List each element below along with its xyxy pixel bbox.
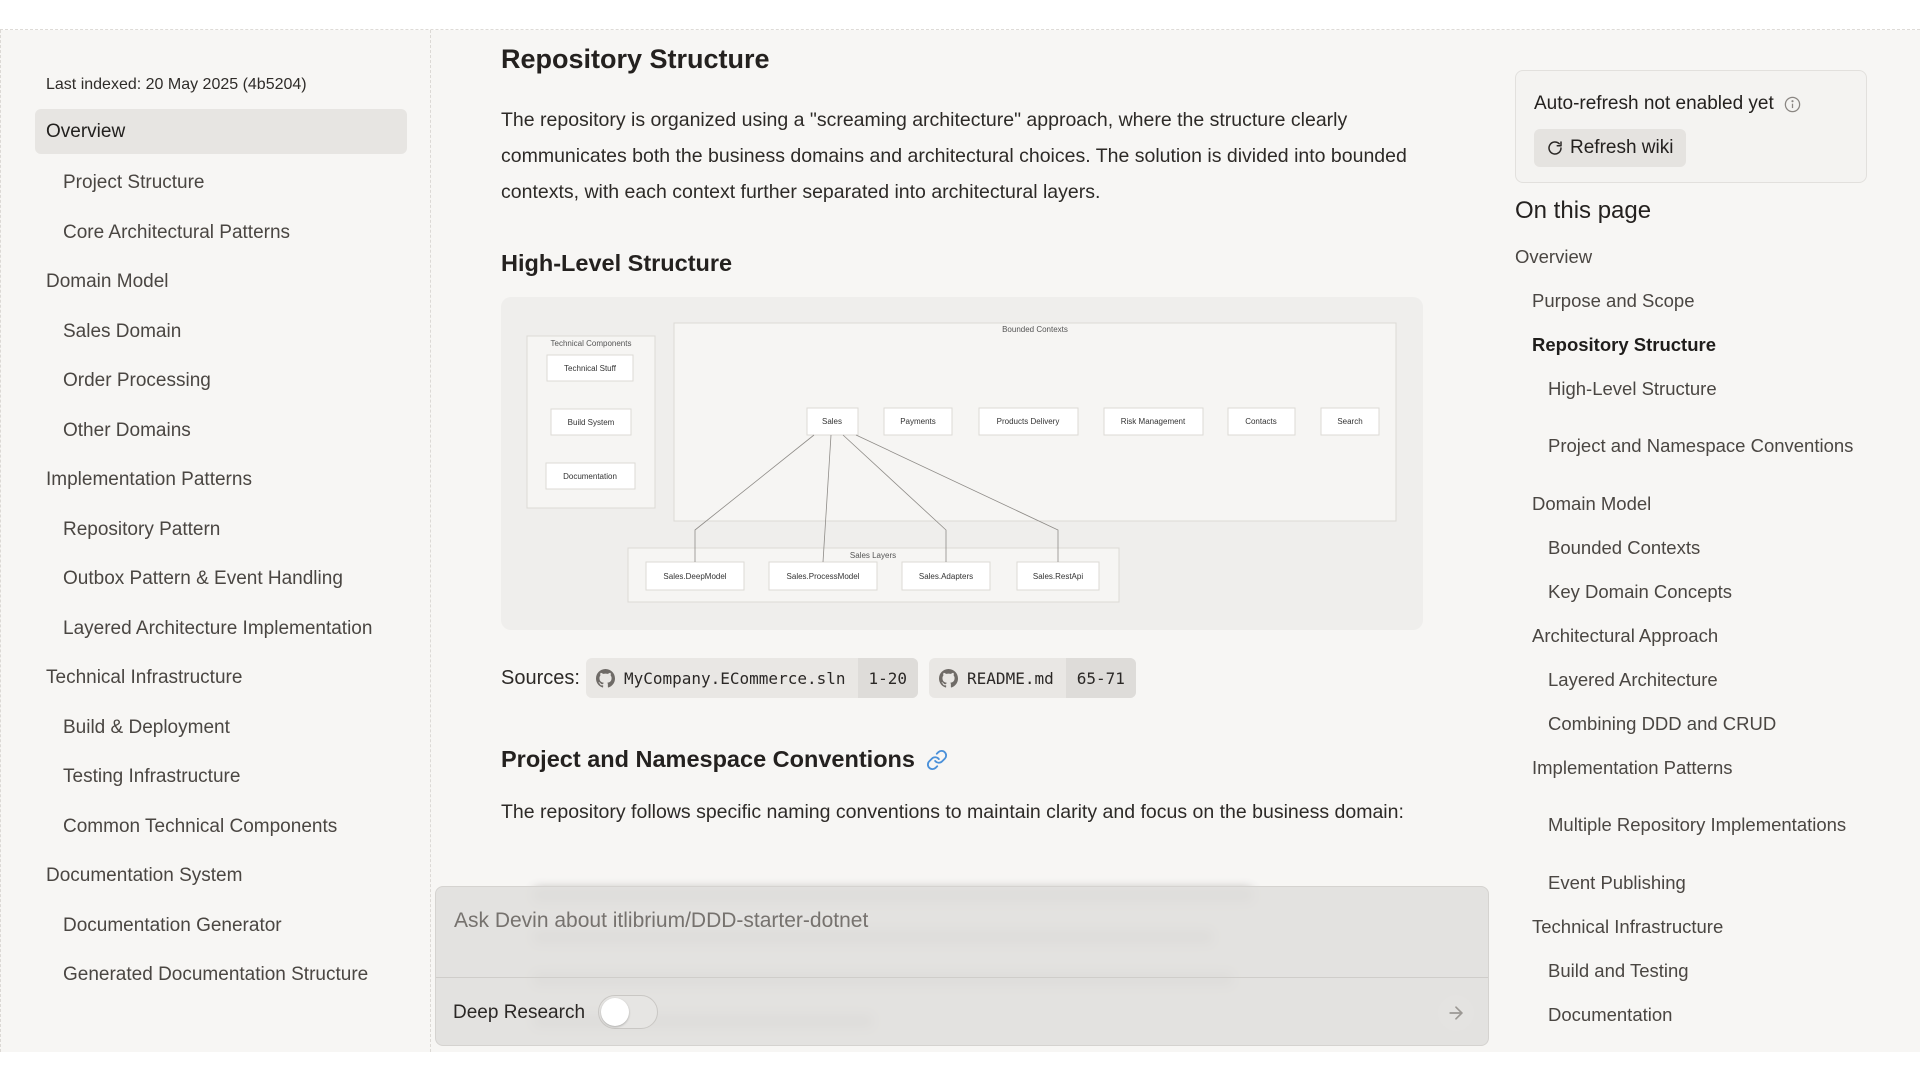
sidebar-item-build-deployment[interactable]: Build & Deployment (63, 716, 230, 738)
refresh-wiki-button[interactable] (1534, 129, 1686, 167)
node-technical-stuff-label: Technical Stuff (564, 364, 616, 373)
source-file-name: MyCompany.ECommerce.sln (623, 668, 846, 688)
toc-item-technical-infrastructure[interactable]: Technical Infrastructure (1532, 915, 1724, 937)
table-of-contents (1515, 234, 1875, 1036)
node-search-label: Search (1337, 417, 1363, 426)
source-chip-file (929, 658, 1066, 698)
auto-refresh-title-row (1534, 93, 1802, 115)
sidebar-item-outbox-pattern[interactable]: Outbox Pattern & Event Handling (63, 568, 343, 590)
source-chip-sln[interactable] (586, 658, 918, 698)
bounded-contexts-title: Bounded Contexts (1002, 325, 1068, 334)
sidebar-item-generated-documentation-structure[interactable]: Generated Documentation Structure (63, 964, 369, 986)
ask-divider (436, 977, 1488, 978)
sidebar-item-overview[interactable]: Overview (35, 109, 407, 154)
refresh-icon (1546, 139, 1564, 157)
toc-item-combining-ddd-crud[interactable]: Combining DDD and CRUD (1548, 712, 1777, 734)
source-chip-readme[interactable] (929, 658, 1136, 698)
ask-devin-input[interactable] (454, 901, 1464, 941)
sidebar-item-common-technical-components[interactable]: Common Technical Components (63, 815, 338, 837)
toc-item-multiple-repository-implementations[interactable]: Multiple Repository Implementations (1548, 814, 1847, 835)
conventions-heading: Project and Namespace Conventions (501, 746, 915, 772)
toc-item-implementation-patterns[interactable]: Implementation Patterns (1532, 756, 1733, 778)
sales-layers-title: Sales Layers (849, 551, 897, 560)
node-documentation-label: Documentation (563, 472, 617, 481)
left-sidebar (1, 30, 431, 1052)
sidebar-item-documentation-generator[interactable]: Documentation Generator (63, 914, 282, 936)
page-title: Repository Structure (501, 44, 770, 74)
refresh-wiki-label: Refresh wiki (1570, 137, 1674, 158)
on-this-page-title: On this page (1515, 197, 1652, 224)
sidebar-item-other-domains[interactable]: Other Domains (63, 419, 191, 441)
toc-item-domain-model[interactable]: Domain Model (1532, 492, 1652, 514)
send-button[interactable] (1438, 995, 1474, 1031)
auto-refresh-title: Auto-refresh not enabled yet (1534, 93, 1774, 114)
conventions-heading-row (501, 746, 948, 773)
auto-refresh-card (1515, 70, 1867, 183)
node-sales-label: Sales (821, 417, 843, 426)
link-icon[interactable] (926, 749, 948, 771)
sidebar-item-project-structure[interactable]: Project Structure (63, 172, 205, 194)
node-products-delivery-label: Products Delivery (996, 417, 1060, 426)
toggle-knob (601, 998, 629, 1026)
sidebar-item-testing-infrastructure[interactable]: Testing Infrastructure (63, 766, 241, 788)
wiki-page (0, 30, 1920, 1052)
sidebar-item-order-processing[interactable]: Order Processing (63, 370, 211, 392)
toc-item-repository-structure[interactable]: Repository Structure (1532, 333, 1717, 355)
node-sales-adapters-label: Sales.Adapters (918, 572, 974, 581)
node-risk-management-label: Risk Management (1120, 417, 1186, 426)
architecture-diagram (501, 297, 1423, 630)
toc-item-key-domain-concepts[interactable]: Key Domain Concepts (1548, 580, 1733, 602)
node-sales-restapi-label: Sales.RestApi (1032, 572, 1084, 581)
sidebar-item-documentation-system[interactable]: Documentation System (46, 865, 243, 887)
toc-item-project-namespace-conventions[interactable]: Project and Namespace Conventions (1548, 435, 1854, 456)
node-sales-deepmodel-label: Sales.DeepModel (663, 572, 727, 581)
node-contacts-label: Contacts (1245, 417, 1277, 426)
sidebar-item-domain-model[interactable]: Domain Model (46, 271, 169, 293)
sidebar-nav (35, 109, 407, 1000)
sidebar-item-sales-domain[interactable]: Sales Domain (63, 320, 182, 342)
deep-research-label: Deep Research (453, 1002, 586, 1023)
sidebar-item-layered-architecture-implementation[interactable]: Layered Architecture Implementation (63, 617, 373, 639)
source-file-name: README.md (967, 668, 1054, 688)
toc-item-overview[interactable]: Overview (1515, 245, 1593, 267)
sidebar-item-core-architectural-patterns[interactable]: Core Architectural Patterns (63, 221, 291, 243)
toc-item-purpose-and-scope[interactable]: Purpose and Scope (1532, 289, 1695, 311)
toc-item-event-publishing[interactable]: Event Publishing (1548, 871, 1686, 893)
technical-components-title: Technical Components (550, 339, 632, 348)
toc-item-documentation[interactable]: Documentation (1548, 1003, 1673, 1025)
arrow-right-icon (1446, 1003, 1466, 1023)
toc-item-bounded-contexts[interactable]: Bounded Contexts (1548, 536, 1701, 558)
node-payments-label: Payments (900, 417, 936, 426)
github-icon (939, 669, 958, 688)
toc-item-build-and-testing[interactable]: Build and Testing (1548, 959, 1689, 981)
toc-item-architectural-approach[interactable]: Architectural Approach (1532, 624, 1719, 646)
toc-item-high-level-structure[interactable]: High-Level Structure (1548, 377, 1717, 399)
bottom-band (0, 1052, 1920, 1080)
conventions-paragraph: The repository follows specific naming conventions to maintain clarity and focus on the business domain: (501, 801, 1404, 823)
intro-paragraph: The repository is organized using a "screaming architecture" approach, where the structure clearly communicates both the business domains and architectural choices. The solution is divided into bounded contexts, with each context further separated into architectural layers. (501, 109, 1407, 203)
source-line-range: 1-20 (858, 658, 919, 698)
toc-item-layered-architecture[interactable]: Layered Architecture (1548, 668, 1718, 690)
sidebar-item-implementation-patterns[interactable]: Implementation Patterns (46, 469, 252, 491)
high-level-structure-heading: High-Level Structure (501, 250, 733, 276)
node-build-system-label: Build System (567, 418, 615, 427)
sidebar-item-technical-infrastructure[interactable]: Technical Infrastructure (46, 667, 243, 689)
deep-research-toggle[interactable] (598, 995, 658, 1029)
info-icon[interactable] (1783, 95, 1802, 114)
last-indexed-label: Last indexed: 20 May 2025 (4b5204) (46, 76, 307, 93)
source-line-range: 65-71 (1066, 658, 1136, 698)
source-chip-file (586, 658, 858, 698)
github-icon (596, 669, 615, 688)
sidebar-item-repository-pattern[interactable]: Repository Pattern (63, 518, 221, 540)
ask-devin-box (435, 886, 1489, 1046)
sources-label: Sources: (501, 666, 580, 689)
top-bar (0, 0, 1920, 30)
sources-row (501, 658, 1147, 698)
node-sales-processmodel-label: Sales.ProcessModel (786, 572, 860, 581)
